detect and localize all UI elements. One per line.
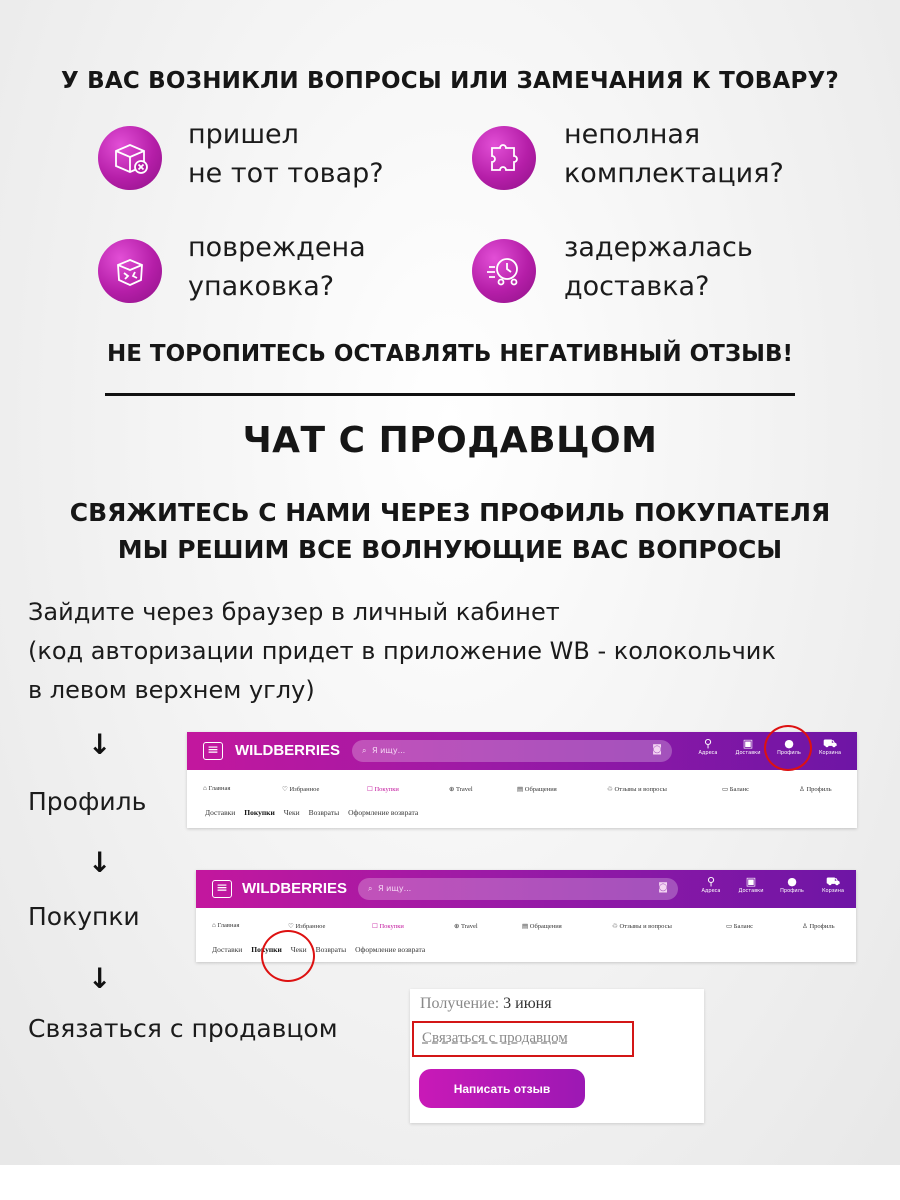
top-icon-label: Адреса [698,750,718,756]
search-icon: ⌕ [362,746,367,755]
wb-subnav [205,808,427,817]
issue-line: не тот товар? [188,158,384,189]
nav-profile[interactable]: ♙ Профиль [799,786,832,793]
issue-line: неполная [564,119,701,150]
wb-screenshot-profile [187,732,857,828]
step-contact-seller: Связаться с продавцом [28,1014,338,1043]
subnav-return-form[interactable]: Оформление возврата [348,808,419,817]
subnav-returns[interactable]: Возвраты [315,945,347,954]
deliveries-button[interactable] [734,876,768,894]
contact-line: СВЯЖИТЕСЬ С НАМИ ЧЕРЕЗ ПРОФИЛЬ ПОКУПАТЕЛЯ [69,498,831,527]
contact-heading [0,494,900,568]
box-icon: ▣ [742,737,754,750]
top-icon-label: Профиль [777,750,801,756]
addresses-button[interactable] [696,876,726,894]
box-icon: ▣ [745,875,757,888]
nav-balance[interactable]: ▭ Баланс [722,786,749,793]
warning-heading: НЕ ТОРОПИТЕСЬ ОСТАВЛЯТЬ НЕГАТИВНЫЙ ОТЗЫВ! [106,341,794,367]
nav-requests[interactable]: ▤ Обращения [522,923,562,930]
cart-button[interactable] [816,876,850,894]
order-panel [410,989,704,1123]
deliveries-button[interactable] [731,738,765,756]
subnav-returns[interactable]: Возвраты [308,808,340,817]
issue-line: комплектация? [564,158,784,189]
camera-icon[interactable]: ◙ [658,882,668,893]
damaged-box-icon [98,239,162,303]
subnav-receipts[interactable]: Чеки [283,808,300,817]
questions-heading: У ВАС ВОЗНИКЛИ ВОПРОСЫ ИЛИ ЗАМЕЧАНИЯ К ТОВАРУ? [61,68,839,94]
nav-travel[interactable]: ⊕ Travel [454,923,478,930]
delivery-truck-icon [472,239,536,303]
menu-icon[interactable]: ≡ [203,742,223,760]
down-arrow-icon: ↓ [88,962,112,995]
top-icon-label: Профиль [780,888,804,894]
nav-travel[interactable]: ⊕ Travel [449,786,473,793]
contact-line: МЫ РЕШИМ ВСЕ ВОЛНУЮЩИЕ ВАС ВОПРОСЫ [117,535,783,564]
top-icon-label: Доставки [735,750,761,756]
menu-icon[interactable]: ≡ [212,880,232,898]
contact-seller-highlight [412,1021,634,1057]
wb-header [196,870,856,908]
search-input[interactable] [352,740,672,762]
camera-icon[interactable]: ◙ [652,744,662,755]
contact-seller-link[interactable]: Связаться с продавцом [422,1030,568,1046]
top-icon-label: Адреса [701,888,721,894]
write-review-button[interactable]: Написать отзыв [419,1069,585,1108]
top-icon-label: Корзина [818,750,842,756]
received-info [420,995,552,1013]
profile-button[interactable] [776,876,808,894]
nav-home[interactable]: ⌂ Главная [203,785,231,792]
issue-line: повреждена [188,232,366,263]
step-profile: Профиль [28,787,147,816]
received-label: Получение: [420,995,500,1012]
wb-header [187,732,857,770]
subnav-purchases[interactable]: Покупки [244,808,275,817]
cart-icon: ⛟ [826,875,840,888]
subnav-deliveries[interactable]: Доставки [205,808,236,817]
nav-favorites[interactable]: ♡ Избранное [282,786,320,793]
nav-balance[interactable]: ▭ Баланс [726,923,753,930]
instruction-line: (код авторизации придет в приложение WB - колокольчик [28,637,776,665]
top-icon-label: Доставки [738,888,764,894]
issue-line: доставка? [564,271,710,302]
received-date: 3 июня [503,995,552,1012]
bottom-strip [0,1165,900,1200]
highlight-circle-profile [764,725,812,771]
divider [105,393,795,396]
subnav-deliveries[interactable]: Доставки [212,945,243,954]
down-arrow-icon: ↓ [88,846,112,879]
instruction-line: Зайдите через браузер в личный кабинет [28,598,560,626]
nav-reviews[interactable]: ♲ Отзывы и вопросы [607,786,667,793]
nav-favorites[interactable]: ♡ Избранное [288,923,326,930]
cart-icon: ⛟ [823,737,837,750]
issue-wrong-item [188,115,384,193]
subnav-purchases[interactable]: Покупки [251,945,282,954]
box-x-icon [98,126,162,190]
user-icon: ● [784,737,794,750]
wb-logo[interactable]: WILDBERRIES [242,880,347,897]
cart-button[interactable] [813,738,847,756]
search-input[interactable] [358,878,678,900]
subnav-receipts[interactable]: Чеки [290,945,307,954]
issue-damaged [188,228,366,306]
top-icon-label: Корзина [821,888,845,894]
nav-requests[interactable]: ▤ Обращения [517,786,557,793]
highlight-circle-purchases [261,930,315,982]
nav-reviews[interactable]: ♲ Отзывы и вопросы [612,923,672,930]
step-purchases: Покупки [28,902,140,931]
nav-profile[interactable]: ♙ Профиль [802,923,835,930]
location-icon: ⚲ [703,737,713,750]
down-arrow-icon: ↓ [88,728,112,761]
wb-logo[interactable]: WILDBERRIES [235,742,340,759]
search-placeholder: Я ищу... [378,884,412,893]
issue-line: задержалась [564,232,753,263]
search-placeholder: Я ищу... [372,746,406,755]
issue-incomplete [564,115,784,193]
instruction-line: в левом верхнем углу) [28,676,315,704]
issue-line: упаковка? [188,271,335,302]
issue-line: пришел [188,119,299,150]
puzzle-icon [472,126,536,190]
nav-purchases[interactable]: ☐ Покупки [372,923,404,930]
instructions [28,593,776,710]
subnav-return-form[interactable]: Оформление возврата [355,945,426,954]
nav-home[interactable]: ⌂ Главная [212,922,240,929]
addresses-button[interactable] [693,738,723,756]
search-icon: ⌕ [368,884,373,893]
user-icon: ● [787,875,797,888]
location-icon: ⚲ [706,875,716,888]
chat-title: ЧАТ С ПРОДАВЦОМ [242,420,658,461]
issue-late [564,228,753,306]
nav-purchases[interactable]: ☐ Покупки [367,786,399,793]
wb-subnav [212,945,434,954]
